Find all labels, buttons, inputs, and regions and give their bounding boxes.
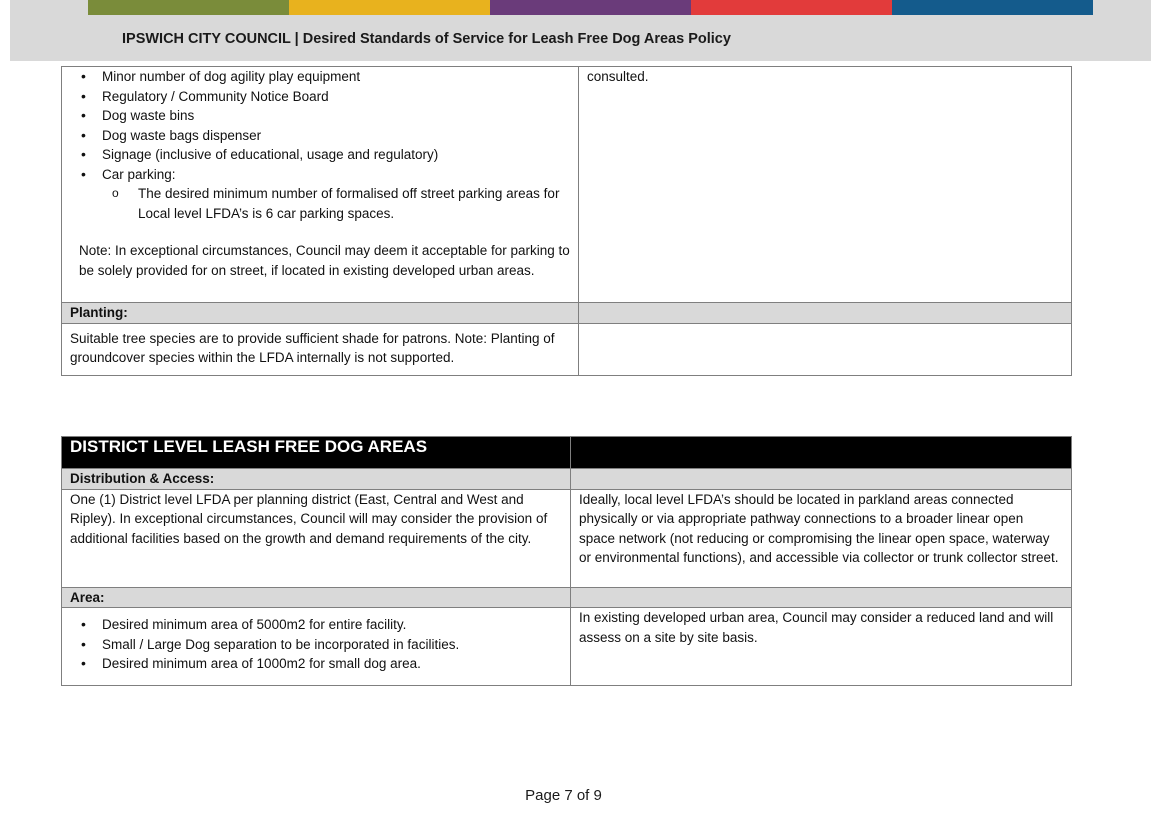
table-row bbox=[62, 608, 1072, 686]
parking-note: Note: In exceptional circumstances, Council may deem it acceptable for parking to be solely provided for on street, if located in existing developed urban areas. bbox=[79, 243, 570, 278]
empty-cell bbox=[579, 323, 1072, 375]
facilities-cell bbox=[62, 67, 579, 303]
header-color-strip bbox=[88, 0, 1093, 15]
table-row bbox=[62, 323, 1072, 375]
table-row bbox=[62, 67, 1072, 303]
distribution-left: One (1) District level LFDA per planning district (East, Central and West and Ripley). In exceptional circumstances, Council will may consider the provision of additional facilities based on the growth and demand requirements of the city. bbox=[62, 489, 571, 587]
list-item: • Dog waste bags dispenser bbox=[74, 126, 570, 146]
distribution-right: Ideally, local level LFDA’s should be located in parkland areas connected physically or via appropriate pathway connections to a broader linear open space network (not reducing or compromising the linear open space, waterway or environmental functions), and accessible via collector or trunk collector street. bbox=[571, 489, 1072, 587]
consulted-cell: consulted. bbox=[579, 67, 1072, 303]
local-lfda-table-continued bbox=[61, 66, 1072, 376]
strip-yellow bbox=[289, 0, 490, 15]
empty-heading-cell bbox=[571, 587, 1072, 608]
district-title: DISTRICT LEVEL LEASH FREE DOG AREAS bbox=[62, 437, 571, 469]
strip-olive bbox=[88, 0, 289, 15]
facilities-list bbox=[74, 67, 570, 223]
list-item bbox=[74, 165, 570, 224]
page-number: Page 7 of 9 bbox=[525, 787, 602, 804]
table-row bbox=[62, 489, 1072, 587]
area-right: In existing developed urban area, Council may consider a reduced land and will assess on a site by site basis. bbox=[571, 608, 1072, 686]
distribution-heading-row bbox=[62, 469, 1072, 490]
area-left bbox=[62, 608, 571, 686]
empty-title-cell bbox=[571, 437, 1072, 469]
strip-blue bbox=[892, 0, 1093, 15]
strip-red bbox=[691, 0, 892, 15]
car-parking-label: Car parking: bbox=[102, 166, 176, 182]
car-parking-sublist bbox=[102, 184, 570, 223]
list-item: • Minor number of dog agility play equipment bbox=[74, 67, 570, 87]
sub-list-item: o The desired minimum number of formalised off street parking areas for Local level LFDA’s is 6 car parking spaces. bbox=[102, 184, 570, 223]
header-title: IPSWICH CITY COUNCIL | Desired Standards of Service for Leash Free Dog Areas Policy bbox=[122, 31, 731, 47]
strip-purple bbox=[490, 0, 691, 15]
area-list bbox=[74, 615, 562, 674]
list-item: • Small / Large Dog separation to be incorporated in facilities. bbox=[74, 635, 562, 655]
planting-heading-row bbox=[62, 303, 1072, 324]
empty-heading-cell bbox=[579, 303, 1072, 324]
distribution-heading: Distribution & Access: bbox=[62, 469, 571, 490]
area-heading-row bbox=[62, 587, 1072, 608]
planting-text: Suitable tree species are to provide sufficient shade for patrons. Note: Planting of groundcover species within the LFDA internally is not supported. bbox=[62, 323, 579, 375]
list-item: • Desired minimum area of 5000m2 for entire facility. bbox=[74, 615, 562, 635]
district-title-row bbox=[62, 437, 1072, 469]
planting-heading: Planting: bbox=[62, 303, 579, 324]
page-header bbox=[10, 0, 1151, 61]
list-item: • Desired minimum area of 1000m2 for small dog area. bbox=[74, 654, 562, 674]
area-heading: Area: bbox=[62, 587, 571, 608]
list-item: • Regulatory / Community Notice Board bbox=[74, 87, 570, 107]
empty-heading-cell bbox=[571, 469, 1072, 490]
list-item: • Dog waste bins bbox=[74, 106, 570, 126]
district-lfda-table bbox=[61, 436, 1072, 686]
list-item: • Signage (inclusive of educational, usage and regulatory) bbox=[74, 145, 570, 165]
